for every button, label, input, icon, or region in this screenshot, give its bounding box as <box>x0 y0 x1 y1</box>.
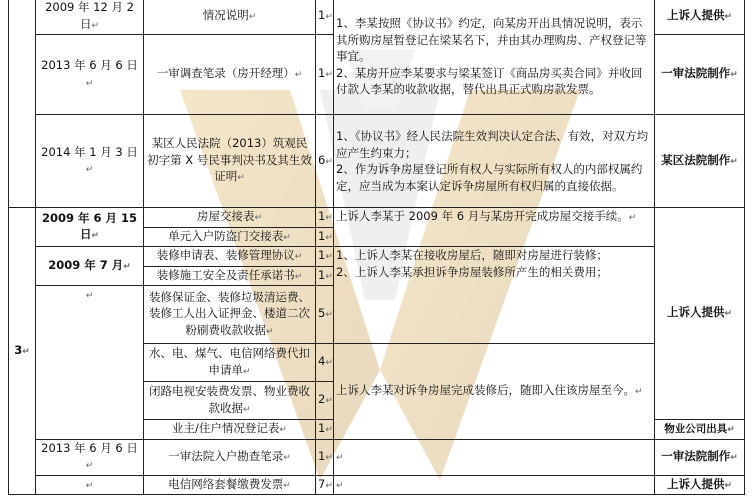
provider-cell: 一审法院制作↵ <box>655 439 745 475</box>
group-number-cell: 3↵ <box>9 208 36 495</box>
provider-cell: 上诉人提供↵ <box>655 208 745 420</box>
page-count-cell: 4↵ <box>316 344 334 382</box>
evidence-name-cell: 单元入户防盗门交接表↵ <box>144 227 316 247</box>
page-count-cell: 1↵ <box>316 266 334 286</box>
proof-content-cell: 1、李某按照《协议书》约定，向某房开出具情况说明，表示其所购房屋暂登记在梁某名下，并由其办理购房、产权登记等事宜。 2、某房开应李某要求与梁某签订《商品房买卖合同》并收回付款人李某的收款收据，替代出具正式购房款发票。 <box>334 0 655 115</box>
date-cell: 2014 年 1 月 3 日↵ <box>36 115 144 208</box>
date-cell: 2013 年 6 月 6 日↵ <box>36 439 144 475</box>
provider-cell: 某区法院制作↵ <box>655 115 745 208</box>
page-count-cell: 7↵ <box>316 475 334 495</box>
evidence-name-cell: 一审调查笔录（房开经理）↵ <box>144 35 316 115</box>
proof-content-cell: ↵ <box>334 439 655 475</box>
table-row <box>9 439 745 475</box>
evidence-name-cell: 电信网络套餐缴费发票↵ <box>144 475 316 495</box>
provider-cell: 物业公司出具↵ <box>655 420 745 440</box>
evidence-name-cell: 情况说明↵ <box>144 0 316 35</box>
evidence-name-cell: 水、电、煤气、电信网络费代扣申请单↵ <box>144 344 316 382</box>
evidence-name-cell: 闭路电视安装费发票、物业费收款收据↵ <box>144 382 316 420</box>
evidence-table <box>8 0 745 495</box>
date-cell: 2013 年 6 月 6 日↵ <box>36 35 144 115</box>
page-count-cell: 2↵ <box>316 382 334 420</box>
date-cell: 2009 年 12 月 2 日↵ <box>36 0 144 35</box>
page-count-cell: 1↵ <box>316 35 334 115</box>
table-row <box>9 115 745 208</box>
evidence-name-cell: 业主/住户情况登记表↵ <box>144 420 316 440</box>
evidence-name-cell: 一审法院入户勘查笔录↵ <box>144 439 316 475</box>
page-count-cell: 1↵ <box>316 0 334 35</box>
margin-mark-column <box>747 0 753 498</box>
proof-content-cell: 上诉人李某对诉争房屋完成装修后，随即入住该房屋至今。↵ <box>334 344 655 440</box>
page-count-cell: 1↵ <box>316 227 334 247</box>
table-row <box>9 247 745 267</box>
date-cell: ↵ <box>36 286 144 440</box>
proof-content-cell: 上诉人李某于 2009 年 6 月与某房开完成房屋交接手续。↵ <box>334 208 655 247</box>
proof-content-cell: 1、《协议书》经人民法院生效判决认定合法、有效，对双方均应产生约束力； 2、作为诉争房屋登记所有权人与实际所有权人的内部权属约定，应当成为本案认定诉争房屋所有权归属的直接依据。 <box>334 115 655 208</box>
page-count-cell: 1↵ <box>316 208 334 228</box>
evidence-name-cell: 装修申请表、装修管理协议↵ <box>144 247 316 267</box>
table-row <box>9 208 745 228</box>
table-row <box>9 0 745 35</box>
evidence-name-cell: 装修保证金、装修垃圾清运费、装修工人出入证押金、楼道二次粉刷费收款收据↵ <box>144 286 316 344</box>
evidence-name-cell: 某区人民法院（2013）筑观民初字第 X 号民事判决书及其生效证明↵ <box>144 115 316 208</box>
page-count-cell: 1↵ <box>316 247 334 267</box>
evidence-name-cell: 装修施工安全及责任承诺书↵ <box>144 266 316 286</box>
page-count-cell: 1↵ <box>316 420 334 440</box>
evidence-name-cell: 房屋交接表↵ <box>144 208 316 228</box>
proof-content-cell: 1、上诉人李某在接收房屋后，随即对房屋进行装修； 2、上诉人李某承担诉争房屋装修所产生的相关费用； <box>334 247 655 344</box>
page-count-cell: 1↵ <box>316 439 334 475</box>
provider-cell: 上诉人提供↵ <box>655 0 745 35</box>
page-count-cell: 6↵ <box>316 115 334 208</box>
date-cell: 2009 年 7 月↵ <box>36 247 144 286</box>
provider-cell: 一审法院制作↵ <box>655 35 745 115</box>
proof-content-cell: ↵ <box>334 475 655 495</box>
table-row <box>9 475 745 495</box>
provider-cell: 上诉人提供↵ <box>655 475 745 495</box>
page-count-cell: 5↵ <box>316 286 334 344</box>
date-cell: 2009 年 6 月 15 日↵ <box>36 208 144 247</box>
date-cell: ↵ <box>36 475 144 495</box>
group-number-cell <box>9 0 36 208</box>
